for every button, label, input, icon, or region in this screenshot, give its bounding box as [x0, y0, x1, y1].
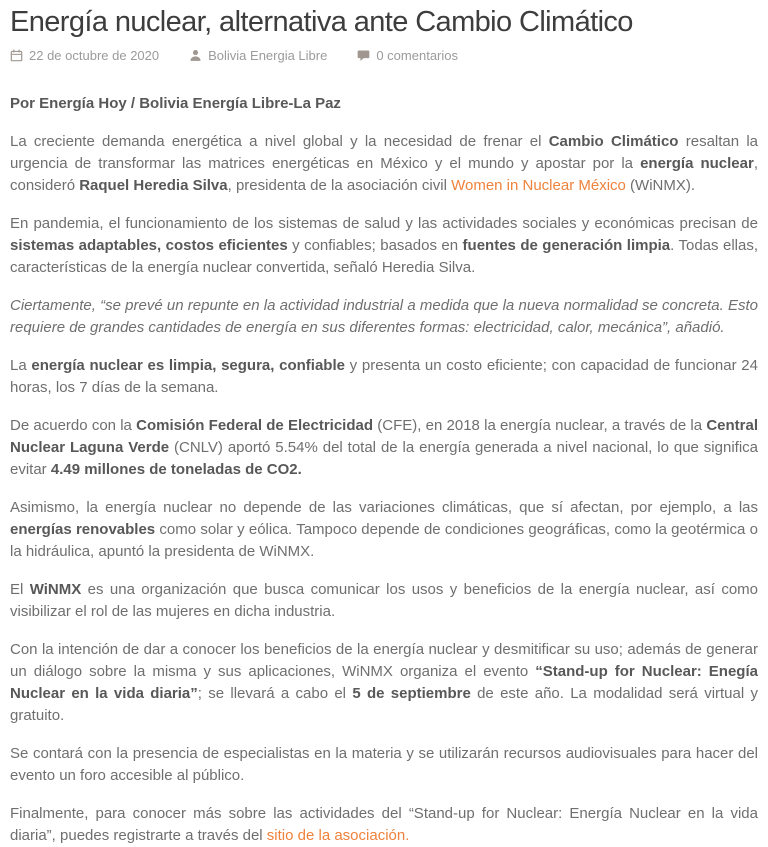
- inline-link[interactable]: Women in Nuclear México: [451, 177, 626, 195]
- inline-link[interactable]: sitio de la asociación.: [266, 827, 410, 845]
- text-run: como solar y eólica. Tampoco depende de condiciones geográficas, como la geotérmica o la hidráulica, apuntó la presidenta de WiNMX.: [10, 521, 758, 561]
- text-run: Por Energía Hoy / Bolivia Energía Libre-La Paz: [10, 95, 341, 113]
- paragraph: [10, 743, 758, 787]
- text-run: Central Nuclear Laguna Verde: [10, 417, 758, 457]
- text-run: y confiables; basados en: [287, 237, 463, 255]
- text-run: ; se llevará a cabo el: [197, 685, 353, 703]
- paragraph: [10, 803, 758, 847]
- text-run: El: [10, 581, 30, 599]
- page-title: Energía nuclear, alternativa ante Cambio Climático: [10, 6, 633, 38]
- text-run: 4.49 millones de toneladas de CO2.: [50, 461, 302, 479]
- text-run: , presidenta de la asociación civil: [227, 177, 452, 195]
- article-body: [10, 93, 758, 847]
- text-run: , consideró: [10, 155, 758, 195]
- post-comments-label: 0 comentarios: [376, 48, 458, 64]
- text-run: resaltan la urgencia de transformar las matrices energéticas en México y el mundo y apostar por la: [10, 133, 759, 173]
- text-run: energías renovables: [10, 521, 156, 539]
- post-date-label: 22 de octubre de 2020: [29, 48, 160, 64]
- post-author[interactable]: [189, 48, 327, 63]
- post-author-label: Bolivia Energia Libre: [208, 48, 328, 64]
- user-icon: [189, 49, 202, 62]
- text-run: La: [10, 357, 32, 375]
- text-run: Comisión Federal de Electricidad: [136, 417, 374, 435]
- text-run: (CNLV) aportó 5.54% del total de la energía generada a nivel nacional, lo que significa evitar: [10, 439, 758, 479]
- paragraph: [10, 355, 758, 399]
- text-run: Cambio Climático: [548, 133, 679, 151]
- text-run: de este año. La modalidad será virtual y gratuito.: [10, 685, 759, 725]
- text-run: fuentes de generación limpia: [462, 237, 671, 255]
- text-run: Asimismo, la energía nuclear no depende de las variaciones climáticas, que sí afectan, por ejemplo, a las: [10, 499, 758, 517]
- text-run: De acuerdo con la: [10, 417, 137, 435]
- text-run: energía nuclear: [640, 155, 754, 173]
- text-run: Se contará con la presencia de especialistas en la materia y se utilizarán recursos audiovisuales para hacer del evento un foro accesible al público.: [10, 745, 758, 785]
- text-run: La creciente demanda energética a nivel global y la necesidad de frenar el: [10, 133, 549, 151]
- paragraph: [10, 415, 758, 481]
- post-date: [10, 48, 159, 63]
- text-run: “Stand-up for Nuclear: Enegía Nuclear en la vida diaria”: [10, 663, 758, 703]
- post-meta: [10, 48, 758, 63]
- text-run: Finalmente, para conocer más sobre las actividades del “Stand-up for Nuclear: Energía Nuclear en la vida diaria”, puedes registrarte a través del: [10, 805, 758, 845]
- text-run: WiNMX: [29, 581, 82, 599]
- paragraph: [10, 579, 758, 623]
- text-run: sistemas adaptables, costos eficientes: [10, 237, 288, 255]
- text-run: energía nuclear es limpia, segura, confiable: [31, 357, 345, 375]
- comment-icon: [357, 49, 370, 62]
- text-run: 5 de septiembre: [352, 685, 471, 703]
- paragraph: [10, 213, 758, 279]
- text-run: Ciertamente, “se prevé un repunte en la actividad industrial a medida que la nueva normalidad se concreta. Esto requiere de grandes cantidades de energía en sus diferentes formas: electricidad, calor, mecánica”, añadió.: [10, 297, 758, 337]
- text-run: Con la intención de dar a conocer los beneficios de la energía nuclear y desmitificar su uso; además de generar un diálogo sobre la misma y sus aplicaciones, WiNMX organiza el evento: [10, 641, 758, 681]
- text-run: (WiNMX).: [625, 177, 696, 195]
- text-run: y presenta un costo eficiente; con capacidad de funcionar 24 horas, los 7 días de la semana.: [10, 357, 758, 397]
- paragraph: [10, 131, 758, 197]
- post-comments[interactable]: [357, 48, 458, 63]
- paragraph: [10, 295, 758, 339]
- paragraph: [10, 639, 758, 727]
- text-run: Raquel Heredia Silva: [79, 177, 228, 195]
- text-run: (CFE), en 2018 la energía nuclear, a través de la: [373, 417, 707, 435]
- paragraph: [10, 93, 758, 115]
- text-run: es una organización que busca comunicar los usos y beneficios de la energía nuclear, así como visibilizar el rol de las mujeres en dicha industria.: [10, 581, 758, 621]
- text-run: En pandemia, el funcionamiento de los sistemas de salud y las actividades sociales y económicas precisan de: [10, 215, 758, 233]
- calendar-icon: [10, 49, 23, 62]
- paragraph: [10, 497, 758, 563]
- text-run: . Todas ellas, características de la energía nuclear convertida, señaló Heredia Silva.: [10, 237, 758, 277]
